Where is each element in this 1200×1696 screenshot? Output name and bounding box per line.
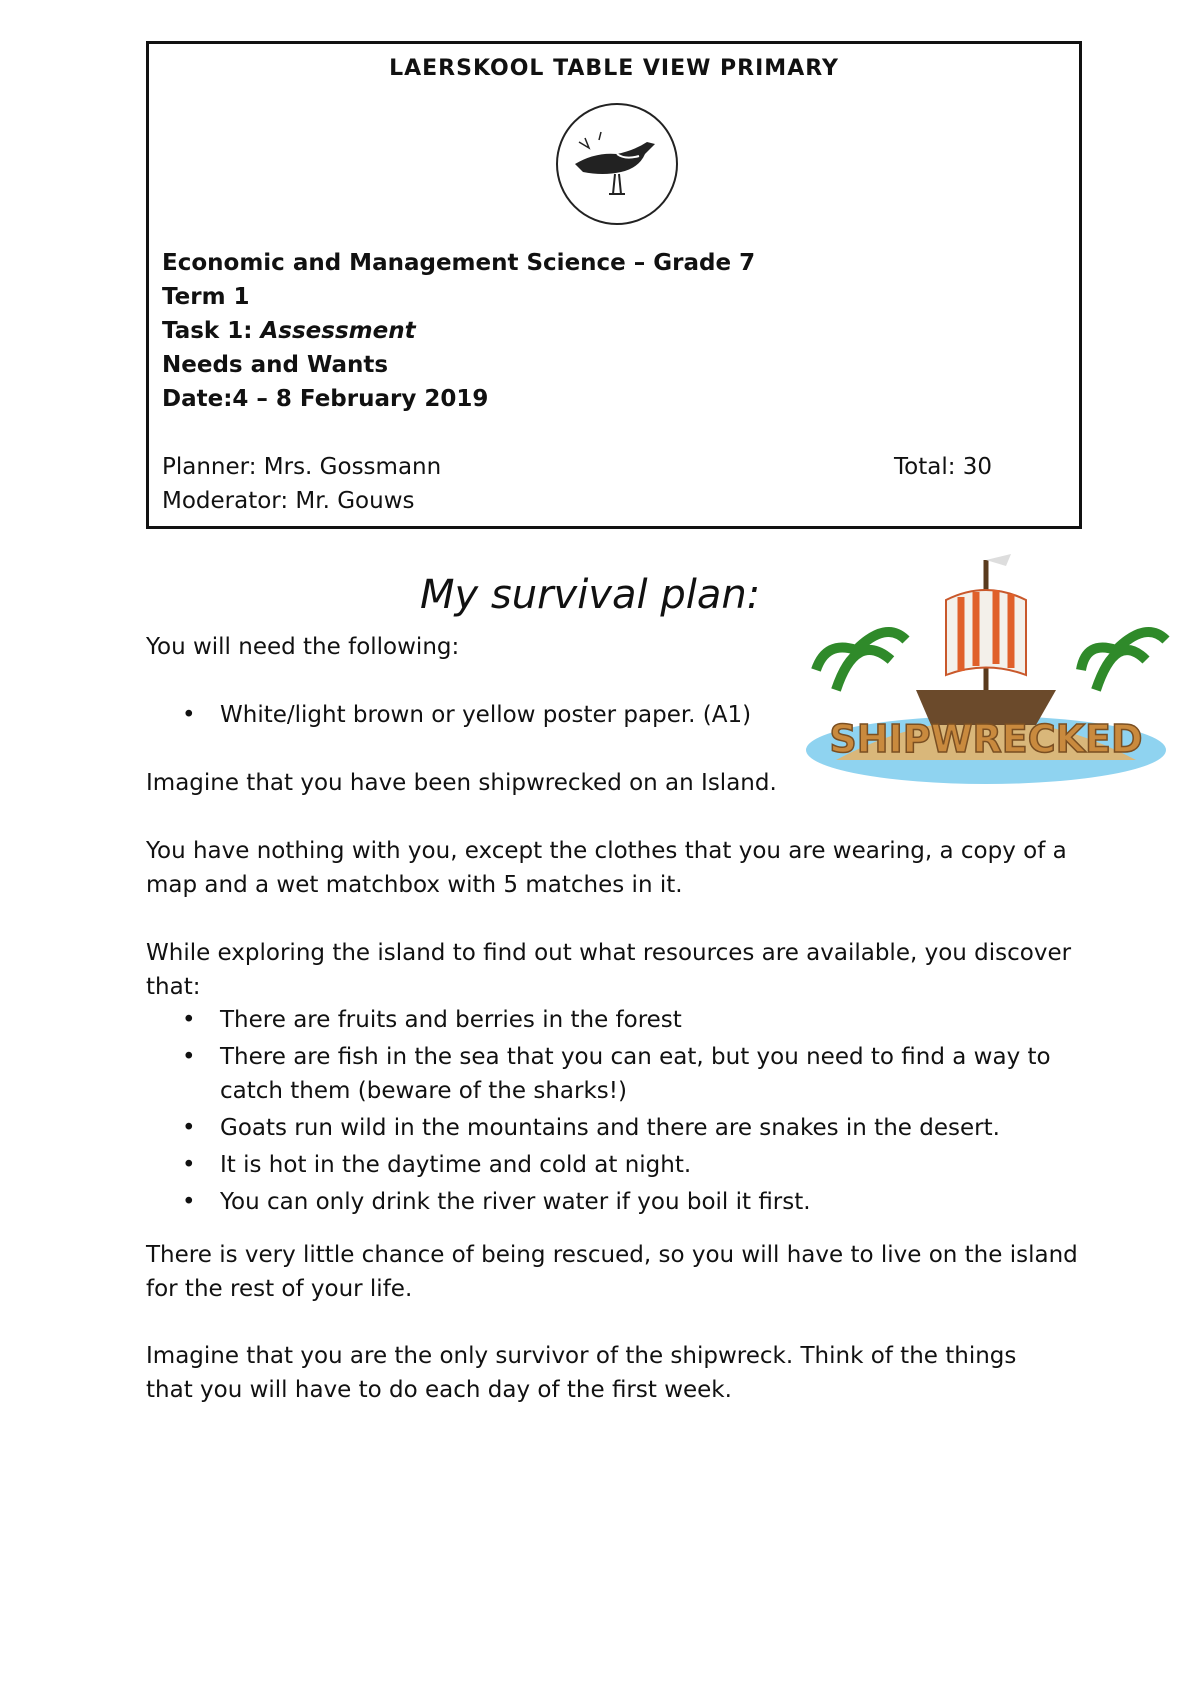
task-line: [162, 314, 755, 348]
list-item: • Goats run wild in the mountains and there are snakes in the desert.: [146, 1111, 1051, 1145]
page-title: My survival plan:: [420, 572, 761, 618]
need-intro: You will need the following:: [146, 634, 460, 660]
school-name: LAERSKOOL TABLE VIEW PRIMARY: [389, 56, 839, 81]
nothing-paragraph: You have nothing with you, except the clothes that you are wearing, a copy of a map and a wet matchbox with 5 matches in it.: [146, 838, 1067, 898]
list-item: • There are fruits and berries in the forest: [146, 1003, 1051, 1037]
explore-paragraph: While exploring the island to find out what resources are available, you discover that:: [146, 940, 1072, 1000]
task-label: Task 1:: [162, 318, 253, 344]
list-item: • There are fish in the sea that you can eat, but you need to find a way to catch them (beware of the sharks!): [146, 1040, 1051, 1108]
rescue-paragraph: There is very little chance of being rescued, so you will have to live on the island for the rest of your life.: [146, 1242, 1078, 1302]
list-item: • It is hot in the daytime and cold at night.: [146, 1148, 1051, 1182]
date-line: Date:4 – 8 February 2019: [162, 386, 489, 412]
bullet: •: [182, 1044, 196, 1070]
bullet: •: [182, 1152, 196, 1178]
bullet: •: [182, 1189, 196, 1215]
list-item: • You can only drink the river water if you boil it first.: [146, 1185, 1051, 1219]
header-box: [146, 41, 1082, 529]
school-crest-bird-icon: [555, 102, 679, 226]
assessment-info: [162, 246, 755, 416]
total-marks: Total: 30: [894, 454, 993, 480]
topic-line: Needs and Wants: [162, 352, 389, 378]
moderator-line: Moderator: Mr. Gouws: [162, 488, 415, 514]
task-type: Assessment: [260, 318, 416, 344]
survivor-paragraph: Imagine that you are the only survivor of the shipwreck. Think of the things that you will have to do each day of the first week.: [146, 1343, 1017, 1403]
bullet: •: [182, 1007, 196, 1033]
bullet: •: [182, 702, 196, 728]
shipwrecked-illustration: [796, 540, 1172, 786]
discoveries-list: [146, 1003, 1051, 1222]
bullet: •: [182, 1115, 196, 1141]
list-item: • White/light brown or yellow poster paper. (A1): [146, 698, 751, 732]
staff-info: [162, 450, 441, 518]
shipwrecked-logo-text: SHIPWRECKED: [829, 717, 1143, 761]
term-line: Term 1: [162, 284, 250, 310]
materials-list: [146, 698, 751, 735]
imagine-shipwrecked: Imagine that you have been shipwrecked on an Island.: [146, 770, 777, 796]
subject-line: Economic and Management Science – Grade 7: [162, 250, 756, 276]
planner-line: Planner: Mrs. Gossmann: [162, 454, 442, 480]
